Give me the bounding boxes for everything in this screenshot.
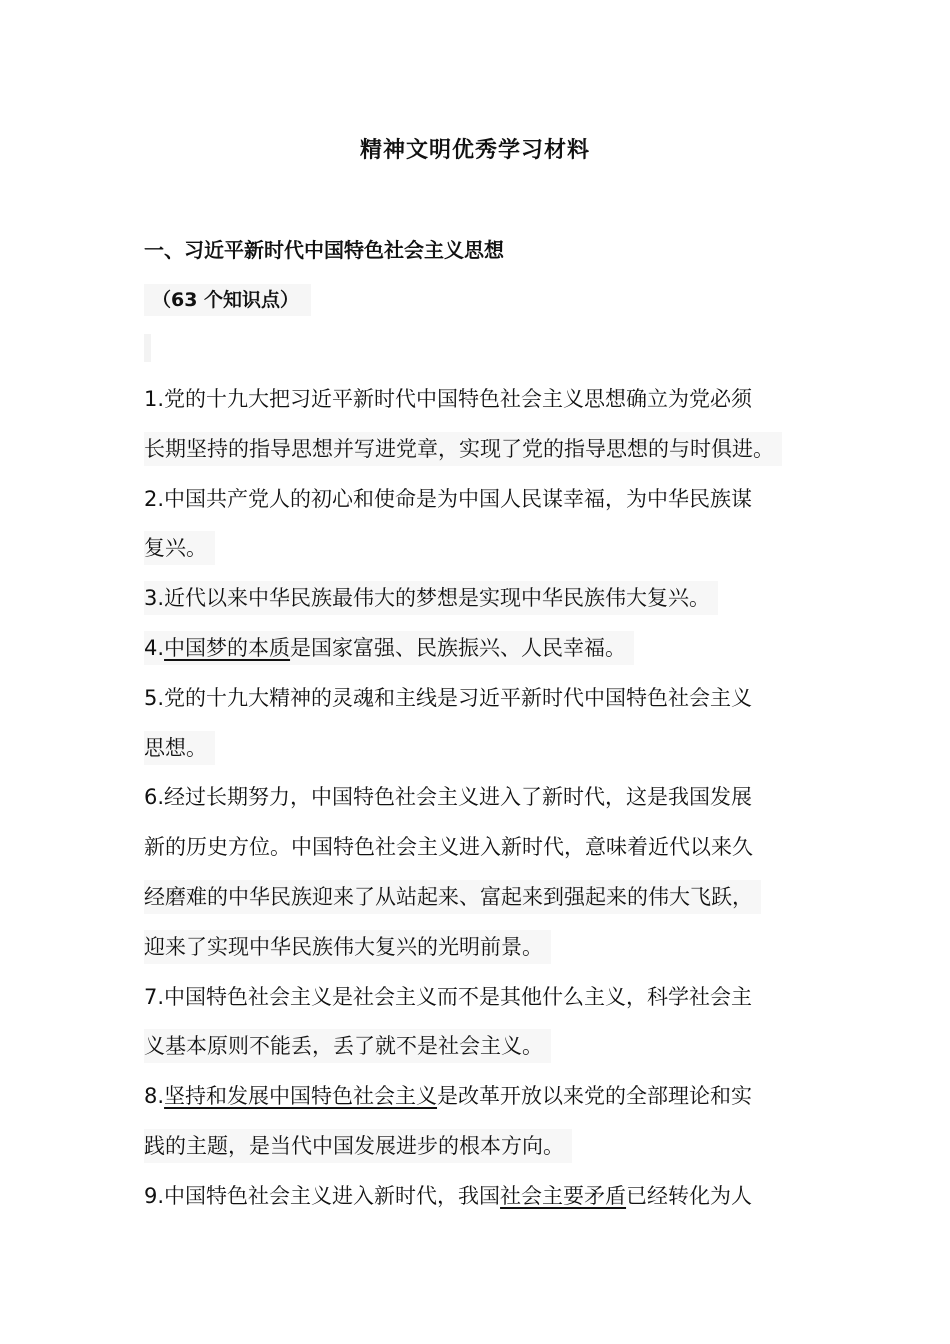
text-line-content (144, 482, 760, 516)
text-line-content (144, 980, 760, 1014)
text-line-content (144, 930, 551, 964)
text-segment: 6.经过长期努力，中国特色社会主义进入了新时代，这是我国发展 (144, 785, 753, 810)
text-segment: 3.近代以来中华民族最伟大的梦想是实现中华民族伟大复兴。 (144, 586, 711, 611)
text-line-content (144, 1129, 572, 1163)
text-segment: 7.中国特色社会主义是社会主义而不是其他什么主义，科学社会主 (144, 984, 753, 1009)
text-segment: 长期坚持的指导思想并写进党章，实现了党的指导思想的与时俱进。 (144, 436, 774, 461)
text-line (144, 830, 824, 880)
text-line-content (144, 731, 215, 765)
text-line (144, 482, 824, 532)
text-segment: 是改革开放以来党的全部理论和实 (437, 1084, 753, 1109)
knowledge-points-list (144, 382, 824, 1229)
underlined-phrase: 坚持和发展中国特色社会主义 (164, 1084, 438, 1109)
text-line-content (144, 1029, 551, 1063)
text-line (144, 531, 824, 581)
text-segment: 新的历史方位。中国特色社会主义进入新时代，意味着近代以来久 (144, 835, 753, 860)
section-heading: 一、习近平新时代中国特色社会主义思想 (144, 238, 504, 262)
underlined-phrase: 社会主要矛盾 (500, 1183, 627, 1208)
text-line-content (144, 880, 761, 914)
text-line-content (144, 830, 761, 864)
text-line-content (144, 681, 760, 715)
text-segment: 是国家富强、民族振兴、人民幸福。 (290, 635, 627, 660)
text-segment: 思想。 (144, 735, 207, 760)
text-line-content (144, 780, 760, 814)
text-line (144, 930, 824, 980)
text-segment: 4. (144, 635, 165, 660)
text-segment: 9.中国特色社会主义进入新时代，我国 (144, 1183, 501, 1208)
text-line-content (144, 1179, 760, 1213)
text-line-content (144, 382, 760, 416)
section-subheading: （63 个知识点） (144, 284, 311, 316)
text-segment: 迎来了实现中华民族伟大复兴的光明前景。 (144, 934, 543, 959)
text-line (144, 382, 824, 432)
text-line (144, 432, 824, 482)
text-segment: 2.中国共产党人的初心和使命是为中国人民谋幸福，为中华民族谋 (144, 486, 753, 511)
text-line-content (144, 631, 634, 665)
text-line-content (144, 531, 215, 565)
underlined-phrase: 中国梦的本质 (164, 635, 291, 660)
text-line (144, 731, 824, 781)
text-line (144, 880, 824, 930)
text-line (144, 1079, 824, 1129)
text-segment: 8. (144, 1084, 165, 1109)
text-segment: 5.党的十九大精神的灵魂和主线是习近平新时代中国特色社会主义 (144, 685, 753, 710)
text-line-content (144, 581, 718, 615)
document-title: 精神文明优秀学习材料 (359, 138, 590, 163)
text-line (144, 581, 824, 631)
text-segment: 复兴。 (144, 536, 207, 561)
text-line (144, 681, 824, 731)
empty-paragraph-marker (144, 334, 151, 362)
text-line (144, 1179, 824, 1229)
text-line (144, 1129, 824, 1179)
text-segment: 义基本原则不能丢，丢了就不是社会主义。 (144, 1034, 543, 1059)
text-segment: 已经转化为人 (626, 1183, 753, 1208)
text-line (144, 631, 824, 681)
text-line-content (144, 432, 782, 466)
text-segment: 1.党的十九大把习近平新时代中国特色社会主义思想确立为党必须 (144, 387, 753, 411)
text-segment: 经磨难的中华民族迎来了从站起来、富起来到强起来的伟大飞跃， (144, 884, 753, 909)
text-line (144, 780, 824, 830)
text-line-content (144, 1079, 760, 1113)
text-segment: 践的主题，是当代中国发展进步的根本方向。 (144, 1133, 564, 1158)
text-line (144, 980, 824, 1030)
text-line (144, 1029, 824, 1079)
